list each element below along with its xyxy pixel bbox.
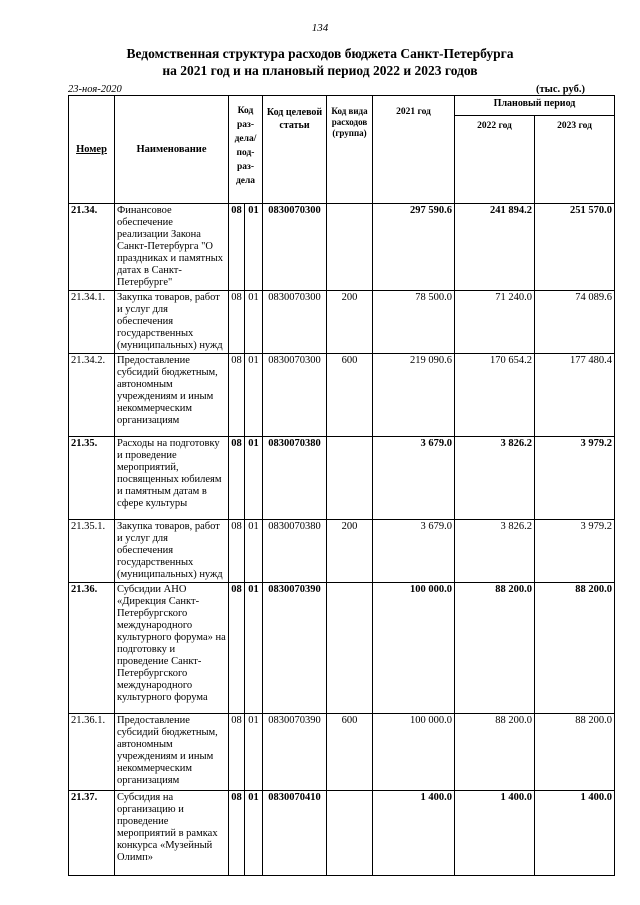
header-planned-period: Плановый период [455, 96, 615, 116]
row-name: Предоставление субсидий бюджетным, автономным учреждениям и иным некоммерческим организациям [115, 714, 229, 791]
row-value-2023: 74 089.6 [535, 291, 615, 354]
row-value-2022: 88 200.0 [455, 714, 535, 791]
header-number: Номер [69, 96, 115, 204]
row-target-code: 0830070380 [263, 520, 327, 583]
row-number: 21.36.1. [69, 714, 115, 791]
row-target-code: 0830070300 [263, 204, 327, 291]
row-section-code: 08 [229, 791, 245, 876]
header-2023: 2023 год [535, 116, 615, 204]
row-number: 21.34.2. [69, 354, 115, 437]
row-expense-type: 600 [327, 354, 373, 437]
row-value-2022: 3 826.2 [455, 437, 535, 520]
row-target-code: 0830070410 [263, 791, 327, 876]
row-expense-type [327, 583, 373, 714]
row-number: 21.34.1. [69, 291, 115, 354]
row-section-code: 08 [229, 354, 245, 437]
row-value-2022: 1 400.0 [455, 791, 535, 876]
row-value-2023: 3 979.2 [535, 520, 615, 583]
row-value-2021: 297 590.6 [373, 204, 455, 291]
table-row [69, 520, 615, 583]
row-number: 21.35. [69, 437, 115, 520]
row-name: Субсидия на организацию и проведение мероприятий в рамках конкурса «Музейный Олимп» [115, 791, 229, 876]
row-value-2023: 251 570.0 [535, 204, 615, 291]
row-name: Закупка товаров, работ и услуг для обеспечения государственных (муниципальных) нужд [115, 520, 229, 583]
row-value-2022: 170 654.2 [455, 354, 535, 437]
row-section-code: 08 [229, 204, 245, 291]
row-name: Расходы на подготовку и проведение мероприятий, посвященных юбилеям и памятным датам в сфере культуры [115, 437, 229, 520]
table-row [69, 791, 615, 876]
row-name: Финансовое обеспечение реализации Закона Санкт-Петербурга "О праздниках и памятных датах в Санкт-Петербурге" [115, 204, 229, 291]
header-expense-type: Код вида расходов (группа) [327, 96, 373, 204]
units-label: (тыс. руб.) [536, 84, 585, 95]
row-expense-type [327, 437, 373, 520]
title-line-1: Ведомственная структура расходов бюджета Санкт-Петербурга [126, 46, 514, 61]
row-subsection-code: 01 [245, 714, 263, 791]
row-value-2021: 78 500.0 [373, 291, 455, 354]
row-expense-type [327, 791, 373, 876]
row-value-2021: 219 090.6 [373, 354, 455, 437]
row-subsection-code: 01 [245, 791, 263, 876]
row-name: Закупка товаров, работ и услуг для обеспечения государственных (муниципальных) нужд [115, 291, 229, 354]
row-subsection-code: 01 [245, 354, 263, 437]
table-row [69, 437, 615, 520]
row-target-code: 0830070390 [263, 714, 327, 791]
header-name: Наименование [115, 96, 229, 204]
row-section-code: 08 [229, 520, 245, 583]
row-target-code: 0830070380 [263, 437, 327, 520]
row-value-2022: 3 826.2 [455, 520, 535, 583]
table-row [69, 714, 615, 791]
row-section-code: 08 [229, 437, 245, 520]
row-number: 21.36. [69, 583, 115, 714]
row-value-2021: 100 000.0 [373, 714, 455, 791]
row-subsection-code: 01 [245, 520, 263, 583]
row-value-2023: 1 400.0 [535, 791, 615, 876]
title-line-2: на 2021 год и на плановый период 2022 и 2023 годов [162, 63, 478, 78]
table-row [69, 354, 615, 437]
table-row [69, 204, 615, 291]
row-value-2021: 3 679.0 [373, 520, 455, 583]
row-number: 21.34. [69, 204, 115, 291]
table-row [69, 583, 615, 714]
row-expense-type: 600 [327, 714, 373, 791]
row-section-code: 08 [229, 291, 245, 354]
header-2021: 2021 год [373, 96, 455, 204]
row-value-2022: 71 240.0 [455, 291, 535, 354]
row-expense-type: 200 [327, 520, 373, 583]
row-value-2021: 1 400.0 [373, 791, 455, 876]
table-row [69, 291, 615, 354]
row-section-code: 08 [229, 583, 245, 714]
row-target-code: 0830070300 [263, 354, 327, 437]
row-value-2021: 3 679.0 [373, 437, 455, 520]
row-value-2023: 177 480.4 [535, 354, 615, 437]
page-number: 134 [311, 22, 329, 34]
row-section-code: 08 [229, 714, 245, 791]
row-name: Субсидии АНО «Дирекция Санкт-Петербургского международного культурного форума» на подготовку и проведение Санкт-Петербургского международного культурного форума [115, 583, 229, 714]
row-value-2022: 88 200.0 [455, 583, 535, 714]
row-value-2023: 88 200.0 [535, 583, 615, 714]
row-value-2023: 88 200.0 [535, 714, 615, 791]
row-number: 21.35.1. [69, 520, 115, 583]
row-expense-type [327, 204, 373, 291]
budget-table [68, 95, 615, 876]
row-subsection-code: 01 [245, 291, 263, 354]
row-subsection-code: 01 [245, 583, 263, 714]
row-number: 21.37. [69, 791, 115, 876]
header-2022: 2022 год [455, 116, 535, 204]
row-subsection-code: 01 [245, 204, 263, 291]
row-expense-type: 200 [327, 291, 373, 354]
header-target: Код целевой статьи [263, 96, 327, 204]
document-date: 23-ноя-2020 [68, 84, 122, 95]
row-value-2022: 241 894.2 [455, 204, 535, 291]
row-target-code: 0830070390 [263, 583, 327, 714]
row-value-2023: 3 979.2 [535, 437, 615, 520]
header-section: Код раз-дела/ под-раз-дела [229, 96, 263, 204]
row-name: Предоставление субсидий бюджетным, автономным учреждениям и иным некоммерческим организациям [115, 354, 229, 437]
row-target-code: 0830070300 [263, 291, 327, 354]
row-value-2021: 100 000.0 [373, 583, 455, 714]
document-title [0, 45, 640, 79]
row-subsection-code: 01 [245, 437, 263, 520]
